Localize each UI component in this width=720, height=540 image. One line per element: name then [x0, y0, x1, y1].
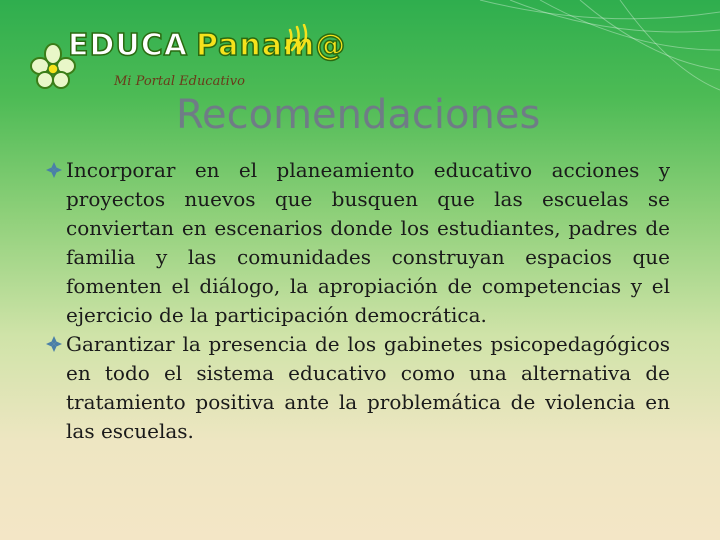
logo-subtitle: Mi Portal Educativo [114, 74, 245, 89]
logo-panama-text: Panam@ [196, 28, 347, 63]
diamond-bullet-icon [46, 336, 62, 352]
diamond-bullet-icon [46, 162, 62, 178]
slide-content [46, 156, 670, 446]
bullet-text: Incorporar en el planeamiento educativo acciones y proyectos nuevos que busquen que las escuelas se conviertan en escenarios donde los estudiantes, padres de familia y las comunidades construyan espacios que fomenten el diálogo, la apropiación de competencias y el ejercicio de la participación democrática. [66, 158, 670, 327]
bullet-item [46, 330, 670, 446]
slide-title: Recomendaciones [176, 92, 541, 138]
wifi-icon [282, 24, 310, 54]
logo-educa-text: EDUCA [68, 28, 188, 63]
bullet-item [46, 156, 670, 330]
bullet-text: Garantizar la presencia de los gabinetes psicopedagógicos en todo el sistema educativo como una alternativa de tratamiento positiva ante la problemática de violencia en las escuelas. [66, 332, 670, 443]
